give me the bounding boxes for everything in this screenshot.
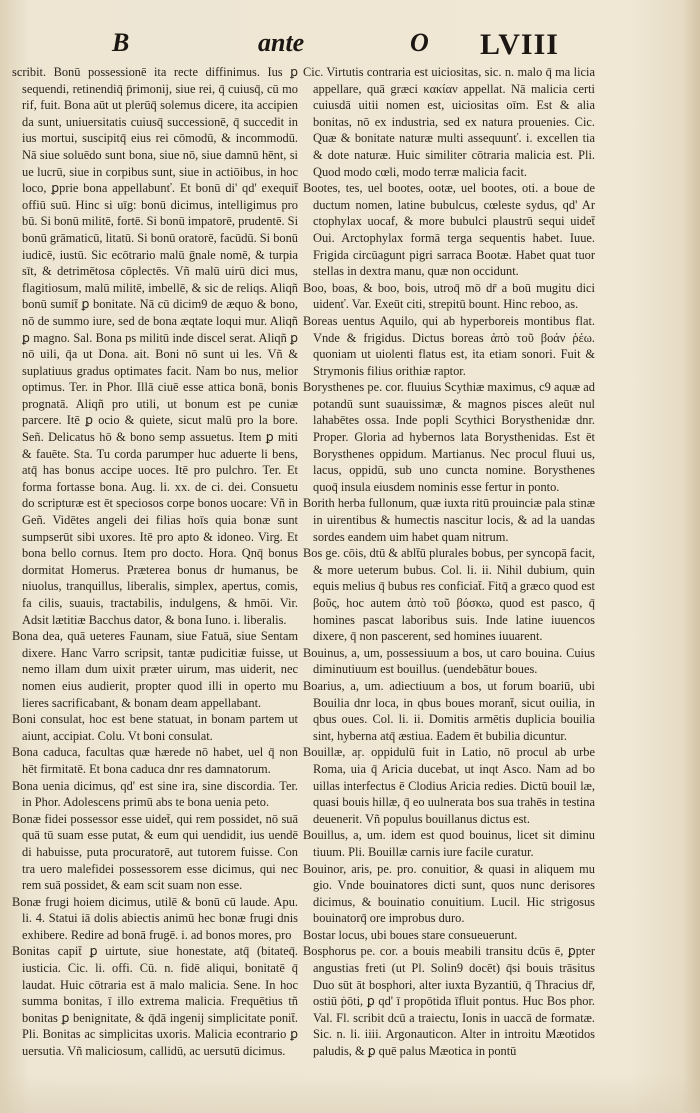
entry-bonae-fidei: Bonæ fidei possessor esse uidet̄, qui rem possidet, nō suā quā tū suam esse putat, & eum qui uendidit, ius uendē di habuisse, puta procuratorē, aut tutorem fuisse. Con tra uero malefidei possessorem esse dicimus, qui nec rem suā possidet, & eam scit suam non esse. — [12, 811, 298, 893]
entry-bona-dea: Bona dea, quā ueteres Faunam, siue Fatuā, siue Sentam dixere. Hanc Varro scripsit, tantæ pudicitiæ fuisse, ut nemo illam dum uixit præter uirum, mas uiderit, nec nomen eius audierit, propter quod illi in operto mu lieres sacrificabant, & bonam deam appellabant. — [12, 629, 298, 710]
entry-bouinor: Bouinor, aris, pe. pro. conuitior, & quasi in aliquem mu gio. Vnde bouinatores dicti sunt, quos nunc derisores dicimus, & bouinatio conuitium. Lucil. Hic strigosus bouinatorq̄ ore improbus duro. — [303, 861, 595, 926]
entry-boni-consulat: Boni consulat, hoc est bene statuat, in bonam partem ut aiunt, accipiat. Colu. Vt boni consulat. — [12, 712, 298, 743]
entry-bouillus: Bouillus, a, um. idem est quod bouinus, licet sit diminu tiuum. Pli. Bouillæ carnis iure facile curatur. — [303, 828, 595, 859]
entry-boreas: Boreas uentus Aquilo, qui ab hyperboreis montibus flat. Vnde & frigidus. Dictus boreas ἀπὸ τοῦ βοάν ῥέω. quoniam ut uiolenti flatus est, ita etiam sonori. Fuit & Strymonis filius orithiæ raptor. — [303, 313, 595, 378]
entry-bosphorus: Bosphorus pe. cor. a bouis meabili transitu dcūs ē, ꝑpter angustias freti (ut Pl. Solin9 docēt) q̄si bouis trāsitus Duo sūt āt bosphori, alter iuxta Byzantiū, q̄ Thracius dr̄, ostiū ṗōti, ꝑ qd' ī propōtida īfluit pontus. Huc Bos phor. Val. Fl. scribit dcū a traiectu, Ionis in uaccā de formatæ. Sic. n. li. iiii. Argonauticon. Alter in introitu Mæotidos paludis, & ꝑ quē palus Mæotica in pontū — [303, 944, 595, 1059]
signature-mark: B — [112, 28, 130, 57]
entry-bona-caduca: Bona caduca, facultas quæ hærede nō habet, uel q̄ non hēt firmitatē. Et bona caduca dnr res damnatorum. — [12, 745, 298, 776]
entry-bonum: scribit. Bonū possessionē ita recte diffinimus. Ius ꝑ sequendi, retinendiq̄ p̄rimonij, siue rei, q̄ cuiusq̄, cū mo rif, fuit. Bona aūt ut plerūq̄ solemus dicere, ita accipien da sunt, uniuersitatis cuiusq̄ successionē, q̄ succedit in ius mortui, suscipitq̄ eius rei cōmodū, & incommodū. Nā siue soluēdo sunt bona, siue nō, siue damnū hēnt, si ue lucrū, siue in corpibus sunt, siue in actiōibus, in hoc loco, ꝑprie bona appellabunť. Et bonū di' qd' exequit̄ offiū suū. Hinc si uīg: bonū dicimus, intelligimus pro bū. Si bonū militē, fortē. Si bonū impatorē, prudentē. Si bonū grāmaticū, litatū. Si bonū oratorē, facūdū. Si bonū iudicē, iustū. Sic ecōtrario malū ḡnale nomē, & turpia sīt, & detrimētosa cōplectēs. Vñ malū uirū dici mus, flagitiosum, malū militē, imbellē, & sic de reliqs. Aliqñ bonū sumit̄ ꝑ bonitate. Nā cū dicim9 de æquo & bono, nō de summo iure, sed de bona æqtate loqui mur. Aliqñ ꝑ magno. Sal. Bona ps militū inde discel serat. Aliqñ ꝑ nō uili, q̄a ut Dona. ait. Boni nō sunt ui les. Vñ & suplatiuus gradus optimates facit. Nam bo nus, melior optimus. Ter. in Phor. Illā ciuē esse attica bonā, bonis prognatā. Aliqñ pro utili, ut bonum est pe cuniæ parcere. Itē ꝑ ocio & quiete, sicut malū pro la bore. Señ. Delicatus hō & bono semp assuetus. Item ꝑ miti & fauēte. Sta. Tu corda parumper huc aduerte li bens, atq̄ has bonus accipe uoces. Itē pro pulchro. Ter. Et forma fortasse bona. Aug. li. xx. de ci. dei. Consuetu do scripturæ est ēt speciosos corpe bonos uocare: Vñ in Geñ. Vidētes angeli dei filias hoīs quia bonæ sunt sumpserūt sibi uxores. Itē pro apto & idoneo. Virg. Et bona bello cornus. Item pro docto. Hora. Qnq̄ bonus dormitat Homerus. Præterea bonus dr humanus, be niuolus, tranquillus, liberalis, simplex, apertus, comis, fa cilis, suauis, tractabilis, indulgens, & hmōi. Vir. Adsit lætitiæ Bacchus dator, & bona Iuno. i. liberalis. — [12, 65, 299, 627]
entry-bonae-frugi: Bonæ frugi hoiem dicimus, utilē & bonū cū laude. Apu. li. 4. Statui iā dolis abiectis animū hec bonæ frugi dnis exhibere. Redire ad bonā frugē. i. ad bonos mores, pro — [12, 894, 298, 942]
section-letter: O — [410, 28, 429, 57]
entry-bonitas: Bonitas capit̄ ꝑ uirtute, siue honestate, atq̄ (bitateq̄. iusticia. Cic. li. offi. Cū. n. fidē aliqui, bonitatē q̄ laudat. Huic cōtraria est ā malo malicia. Sene. In hoc summa bonitas, ī illo extrema malicia. Frequētius tñ bonitas ꝑ benignitate, & q̄dā ingenij simplicitate ponit̄. Pli. Bonitas ac simplicitas uxoris. Malicia econtrario ꝑ uersutia. Vñ maliciosum, callidū, ac uersutū dicimus. — [12, 944, 298, 1059]
folio-number: LVIII — [480, 28, 559, 61]
entry-borith: Borith herba fullonum, quæ iuxta ritū prouinciæ pala stinæ in uirentibus & humectis nascitur locis, & ad la uandas sordes eandem uim habet quam nitrum. — [303, 496, 595, 544]
page-edge-shadow — [682, 0, 700, 1113]
entry-bostar: Bostar locus, ubi boues stare consueuerunt. — [303, 927, 518, 942]
entry-boo: Boo, boas, & boo, bois, utroq̄ mō dr̄ a boū mugitu dici uidenť. Var. Exeūt citi, strepitū bount. Hinc reboo, as. — [303, 280, 595, 312]
page-header — [0, 28, 700, 64]
entry-bonitas-cont: Cic. Virtutis contraria est uiciositas, sic. n. malo q̄ ma licia appellare, quā græci κακίαν appellat. Nā malicia certi cuiusdā uitii nomen est, uiciositas oīm. Est & alia bonitas, nō ex industria, sed ex natura prouenies. Cic. Quæ & bonitate naturæ multi assequunť. i. excellen tia & dote naturæ. Huic similiter cōtraria malicia est. Pli. Quod modo cœli, modo terræ malicia facit. — [303, 65, 595, 179]
right-text-column — [303, 64, 595, 1060]
page-bottom-shading — [0, 1073, 700, 1113]
entry-bouillae: Bouillæ, aŗ. oppidulū fuit in Latio, nō procul ab urbe Roma, uia q̄ Aricia ducebat, ut inqt Asco. Nam ad bo uillas interfectus ē Clodius Aricia redies. Dictū bouil læ, quasi bouis hillæ, q̄ eo uulnerata bos sua trahēs in testina deuenerit. Vñ populus bouillanus dictus est. — [303, 745, 595, 826]
running-title: ante — [258, 28, 305, 57]
entry-boarius: Boarius, a, um. adiectiuum a bos, ut forum boariū, ubi Bouilia dnr loca, in qbus boues morant̄, sicut ouilia, in qbus oues. Col. li. ii. Domitis armētis duplicia bouilia sint, hyberna atq̄ æstiua. Eadem ēt bubilia dicuntur. — [303, 678, 595, 743]
entry-borysthenes: Borysthenes pe. cor. fluuius Scythiæ maximus, c9 aquæ ad potandū sunt suauissimæ, & magnos pisces aleūt nul lahabētes ossa. Inde popli Scythici Borysthenidæ dnr. Proper. Gloria ad hybernos lata Borysthenidas. Est ēt Borysthenes oppidum. Martianus. Nec procul fluui us, lacus, oppidū, sub uno cuncta nomine. Borysthenes quoq̄ insula eiusdem nominis esse fertur in ponto. — [303, 380, 595, 494]
entry-bos: Bos ge. cōis, dtū & ablt̄ū plurales bobus, per syncopā facit, & more ueterum bubus. Col. li. ii. Nihil dubium, quin equis melius q̄ bubus res conficiat̄. Fitq̄ a græco quod est βοῦς, hoc autem ἀπὸ τοῦ βόσκω, quod est pasco, q̄ homines pascat laboribus suis. Inde latine iuuencos dixere, q̄ non pascerent, sed homines iuuarent. — [303, 546, 595, 644]
entry-bouinus: Bouinus, a, um, possessiuum a bos, ut caro bouina. Cuius diminutiuum est bouillus. (uendebātur boues. — [303, 645, 595, 677]
entry-bona-uenia: Bona uenia dicimus, qd' est sine ira, sine discordia. Ter. in Phor. Adolescens primū abs te bona uenia peto. — [12, 778, 298, 810]
left-text-column — [12, 64, 298, 1060]
entry-bootes: Bootes, tes, uel bootes, ootæ, uel bootes, oti. a boue de ductum nomen, latine bubulcus, cœleste sydus, qd' Ar ctophylax uocaf, & more bubulci plaustrū sequi uidet̄ Oui. Arctophylax formā terga sequentis habet. Iuue. Frigida circūagunt pigri sarraca Bootæ. Habet quat tuor stellas in dextra manu, quæ non occidunt. — [303, 181, 595, 279]
